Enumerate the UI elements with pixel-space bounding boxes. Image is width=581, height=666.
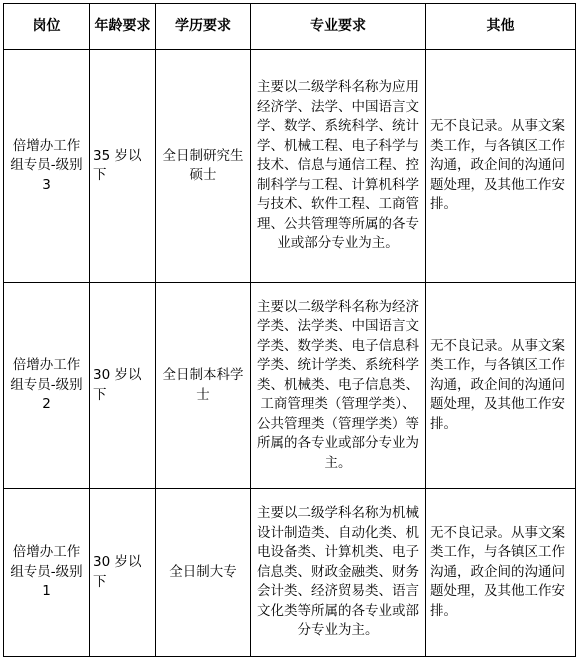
cell-position: 倍增办工作组专员-级别 2 bbox=[4, 283, 90, 489]
cell-position: 倍增办工作组专员-级别 3 bbox=[4, 50, 90, 283]
header-position: 岗位 bbox=[4, 4, 90, 50]
header-age: 年龄要求 bbox=[90, 4, 156, 50]
cell-age: 35 岁以下 bbox=[90, 50, 156, 283]
cell-education: 全日制本科学士 bbox=[156, 283, 251, 489]
table-row bbox=[4, 50, 576, 283]
cell-major: 主要以二级学科名称为经济学类、法学类、中国语言文学类、数学类、电子信息科学类、统计学类、系统科学类、机械类、电子信息类、工商管理类（管理学类）、公共管理类（管理学类）等所属的各专业或部分专业为主。 bbox=[251, 283, 426, 489]
header-major: 专业要求 bbox=[251, 4, 426, 50]
header-other: 其他 bbox=[426, 4, 576, 50]
job-requirements-table bbox=[3, 3, 576, 657]
cell-position: 倍增办工作组专员-级别 1 bbox=[4, 489, 90, 657]
cell-other: 无不良记录。从事文案类工作，与各镇区工作沟通，政企间的沟通问题处理，及其他工作安排。 bbox=[426, 50, 576, 283]
cell-age: 30 岁以下 bbox=[90, 283, 156, 489]
table-row bbox=[4, 283, 576, 489]
cell-other: 无不良记录。从事文案类工作，与各镇区工作沟通，政企间的沟通问题处理，及其他工作安排。 bbox=[426, 283, 576, 489]
table-header-row bbox=[4, 4, 576, 50]
cell-education: 全日制研究生硕士 bbox=[156, 50, 251, 283]
requirements-document bbox=[3, 3, 576, 657]
cell-major: 主要以二级学科名称为机械设计制造类、自动化类、机电设备类、计算机类、电子信息类、财政金融类、财务会计类、经济贸易类、语言文化类等所属的各专业或部分专业为主。 bbox=[251, 489, 426, 657]
cell-age: 30 岁以下 bbox=[90, 489, 156, 657]
cell-education: 全日制大专 bbox=[156, 489, 251, 657]
cell-other: 无不良记录。从事文案类工作，与各镇区工作沟通，政企间的沟通问题处理，及其他工作安排。 bbox=[426, 489, 576, 657]
header-education: 学历要求 bbox=[156, 4, 251, 50]
table-row bbox=[4, 489, 576, 657]
cell-major: 主要以二级学科名称为应用经济学、法学、中国语言文学、数学、系统科学、统计学、机械工程、电子科学与技术、信息与通信工程、控制科学与工程、计算机科学与技术、软件工程、工商管理、公共管理等所属的各专业或部分专业为主。 bbox=[251, 50, 426, 283]
